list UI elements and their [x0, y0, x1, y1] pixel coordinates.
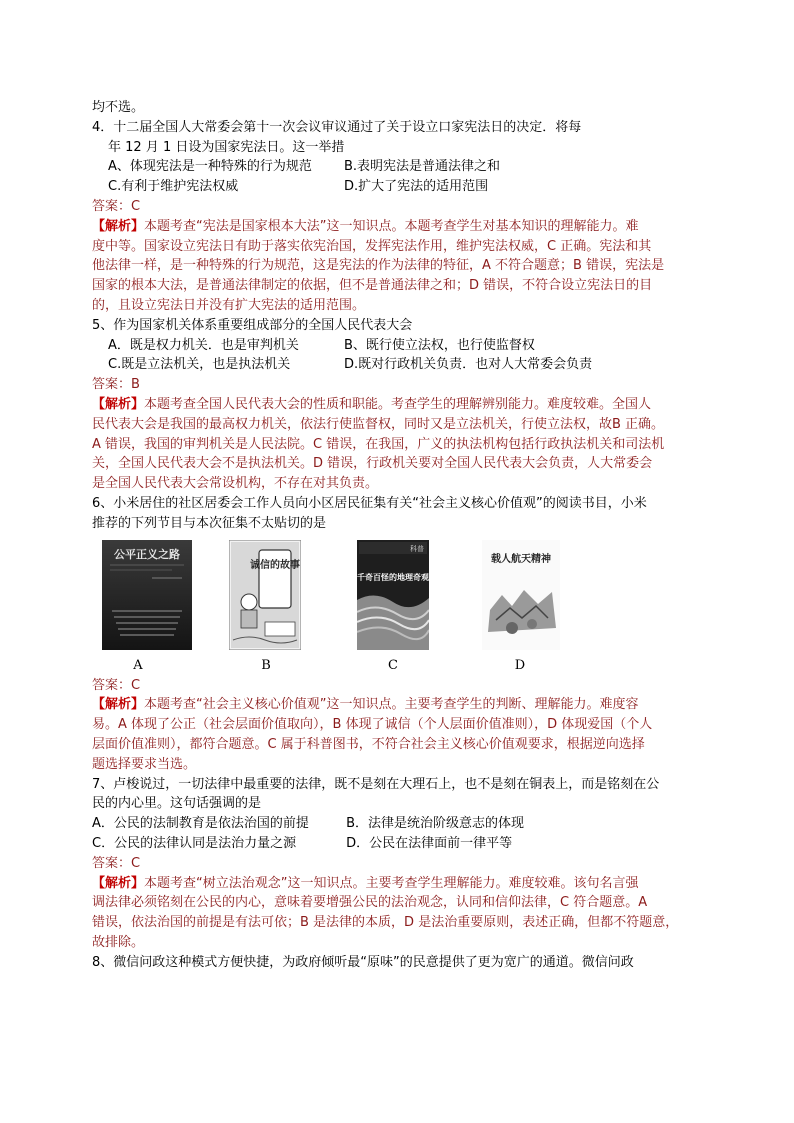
question-7-options-cd: [92, 834, 704, 854]
explanation-line: 的，且设立宪法日并没有扩大宪法的适用范围。: [92, 297, 366, 313]
explanation-line: 层面价值准则），都符合题意。C 属于科普图书，不符合社会主义核心价值观要求，根据逆向选择: [92, 736, 645, 752]
explanation-text: 本题考查“社会主义核心价值观”这一知识点。主要考查学生的判断、理解能力。难度容: [144, 697, 639, 713]
question-4-stem: 4．十二届全国人大常委会第十一次会议审议通过了关于设立口家宪法日的决定．将每: [92, 119, 582, 135]
question-4-options-ab: [92, 157, 704, 177]
explanation-line: 国家的根本大法，是普通法律制定的依据，但不是普通法律之和；D 错误，不符合设立宪法日的目: [92, 278, 653, 294]
explanation-tag: 【解析】: [92, 218, 145, 234]
explanation-line: 故排除。: [92, 934, 145, 950]
question-8-stem: 8、微信问政这种模式方便快捷，为政府倾听最“原味”的民意提供了更为宽广的通道。微信问政: [92, 954, 634, 970]
option-c: C.既是立法机关，也是执法机关: [108, 357, 291, 373]
explanation-line: 错误，依法治国的前提是有法可依；B 是法律的本质，D 是法治重要原则，表述正确，但都不符题意，: [92, 915, 679, 931]
label-a: A: [133, 657, 143, 673]
document-page: [92, 98, 704, 972]
explanation-tag: 【解析】: [92, 697, 145, 713]
question-7-options-ab: [92, 814, 704, 834]
book-cover-d: [482, 540, 560, 650]
option-c: C.有利于维护宪法权威: [108, 179, 239, 195]
question-4-explanation: [92, 217, 704, 237]
explanation-line: 关，全国人民代表大会不是执法机关。D 错误，行政机关要对全国人民代表大会负责，人大常委会: [92, 456, 653, 472]
question-5-answer: 答案：B: [92, 377, 140, 393]
explanation-text: 本题考查“树立法治观念”这一知识点。主要考查学生理解能力。难度较难。该句名言强: [144, 875, 639, 891]
explanation-line: 是全国人民代表大会常设机构，不存在对其负责。: [92, 476, 379, 492]
option-a: A、体现宪法是一种特殊的行为规范: [108, 159, 312, 175]
explanation-line: 调法律必须铭刻在公民的内心，意味着要增强公民的法治观念，认同和信仰法律，C 符合题意。A: [92, 895, 648, 911]
book-cover-b: [229, 540, 301, 650]
option-a: A．公民的法制教育是依法治国的前提: [92, 816, 309, 832]
question-4-stem-cont: 年 12 月 1 日设为国家宪法日。这一举措: [108, 139, 345, 155]
explanation-line: 易。A 体现了公正（社会层面价值取向），B 体现了诚信（个人层面价值准则），D 体现爱国（个人: [92, 717, 653, 733]
book-covers: [92, 540, 704, 676]
label-d: D: [514, 657, 526, 673]
book-d-title: 载人航天精神: [491, 553, 551, 565]
explanation-line: 题选择要求当选。: [92, 756, 197, 772]
book-c-title: 千奇百怪的地理奇观: [357, 571, 429, 582]
question-7-stem: 7、卢梭说过，一切法律中最重要的法律，既不是刻在大理石上，也不是刻在铜表上，而是铭刻在公: [92, 776, 660, 792]
question-6-answer: 答案：C: [92, 677, 141, 693]
book-cover-c: [357, 540, 429, 650]
question-4-options-cd: [92, 177, 704, 197]
option-c: C．公民的法律认同是法治力量之源: [92, 835, 297, 851]
option-b: B、既行使立法权，也行使监督权: [344, 337, 535, 353]
explanation-tag: 【解析】: [92, 875, 145, 891]
question-6-stem-cont: 推荐的下列节目与本次征集不太贴切的是: [92, 515, 327, 531]
question-6-explanation: [92, 695, 704, 715]
book-b-title: 诚信的故事: [250, 559, 300, 571]
question-4-answer: 答案：C: [92, 198, 141, 214]
book-c-series: 科普: [410, 544, 424, 553]
question-7-answer: 答案：C: [92, 855, 141, 871]
question-6-stem: 6、小米居住的社区居委会工作人员向小区居民征集有关“社会主义核心价值观”的阅读书目，小米: [92, 495, 647, 511]
question-5-options-cd: [92, 355, 704, 375]
explanation-text: 本题考查“宪法是国家根本大法”这一知识点。本题考查学生对基本知识的理解能力。难: [144, 218, 639, 234]
explanation-line: 民代表大会是我国的最高权力机关，依法行使监督权，同时又是立法机关，行使立法权，故B 正确。: [92, 416, 665, 432]
explanation-text: 本题考查全国人民代表大会的性质和职能。考查学生的理解辨别能力。难度较难。全国人: [144, 396, 652, 412]
book-cover-a: [102, 540, 192, 650]
question-5-stem: 5、作为国家机关体系重要组成部分的全国人民代表大会: [92, 317, 413, 333]
label-c: C: [388, 657, 398, 673]
explanation-tag: 【解析】: [92, 396, 145, 412]
question-5-explanation: [92, 395, 704, 415]
option-d: D.扩大了宪法的适用范围: [344, 179, 489, 195]
text-line: 均不选。: [92, 100, 145, 115]
option-d: D．公民在法律面前一律平等: [346, 835, 513, 851]
option-b: B.表明宪法是普通法律之和: [344, 159, 501, 175]
explanation-line: 度中等。国家设立宪法日有助于落实依宪治国，发挥宪法作用，维护宪法权威，C 正确。宪法和其: [92, 238, 652, 254]
question-7-explanation: [92, 874, 704, 894]
book-a-title: 公平正义之路: [114, 547, 180, 561]
option-a: A．既是权力机关．也是审判机关: [108, 337, 299, 353]
explanation-line: A 错误，我国的审判机关是人民法院。C 错误，在我国，广义的执法机构包括行政执法机关和司法机: [92, 436, 665, 452]
question-5-options-ab: [92, 336, 704, 356]
label-b: B: [261, 657, 271, 673]
option-d: D.既对行政机关负责．也对人大常委会负责: [344, 357, 593, 373]
option-b: B．法律是统治阶级意志的体现: [346, 816, 525, 832]
question-7-stem-cont: 民的内心里。这句话强调的是: [92, 796, 262, 812]
explanation-line: 他法律一样，是一种特殊的行为规范，这是宪法的作为法律的特征，A 不符合题意；B 错误，宪法是: [92, 258, 665, 274]
